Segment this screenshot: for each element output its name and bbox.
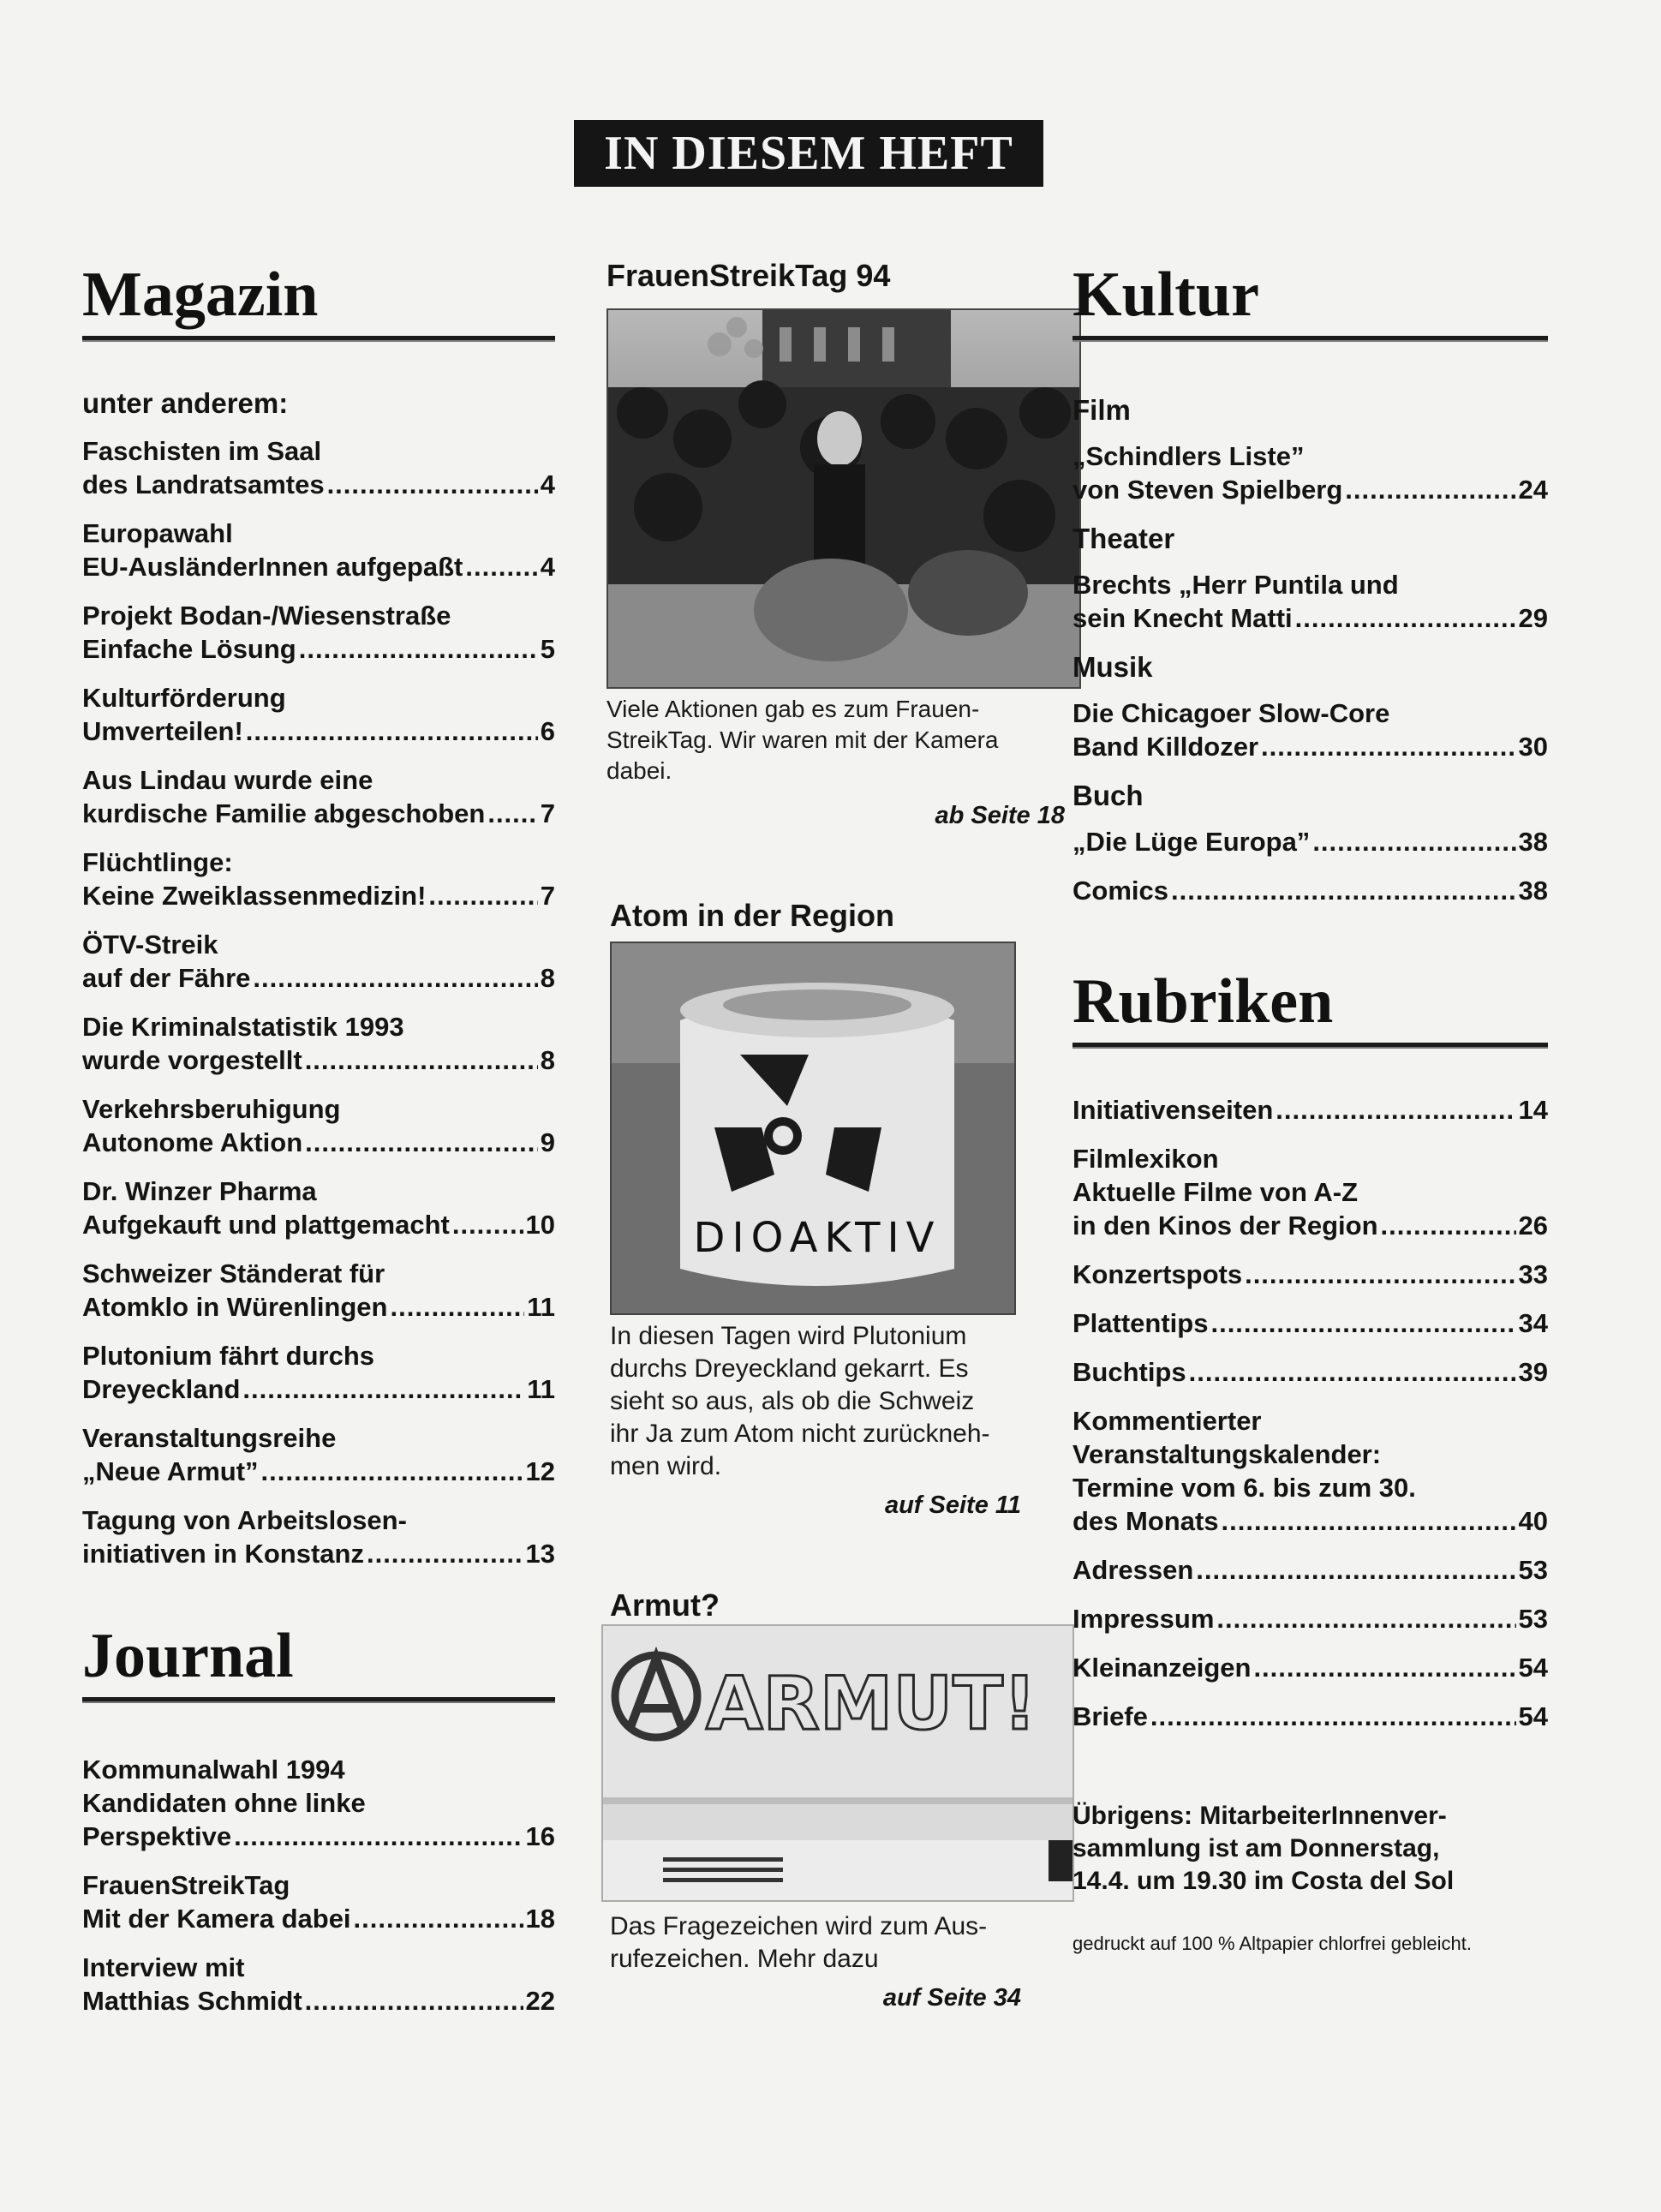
feature-title: Armut? (610, 1587, 720, 1623)
toc-page-number: 14 (1518, 1095, 1548, 1125)
toc-entry (82, 1257, 555, 1324)
toc-entry-text: Briefe (1072, 1701, 1148, 1731)
toc-entry-text: Konzertspots (1072, 1259, 1243, 1289)
dot-leader (327, 468, 538, 501)
toc-page-number: 54 (1518, 1653, 1548, 1683)
dot-leader (305, 1043, 538, 1077)
toc-entry-text: Dreyeckland (82, 1374, 241, 1404)
dot-leader (253, 961, 537, 995)
feature-page-ref: auf Seite 11 (884, 1492, 1021, 1519)
staff-meeting-note: Übrigens: MitarbeiterInnenver- sammlung ist am Donnerstag, 14.4. um 19.30 im Costa del Sol (1072, 1802, 1455, 1895)
toc-entry-text: Autonome Aktion (82, 1127, 303, 1157)
toc-page-number: 29 (1518, 603, 1548, 633)
toc-entry-text: Faschisten im Saal (82, 436, 322, 466)
toc-page-number: 9 (540, 1127, 555, 1157)
dot-leader (1345, 473, 1515, 506)
toc-entry-text: auf der Fähre (82, 963, 251, 993)
toc-entry (82, 1175, 555, 1241)
toc-entry-text: Aufgekauft und plattgemacht (82, 1210, 450, 1240)
toc-entry-text: Verkehrsberuhigung (82, 1094, 341, 1124)
toc-entry (82, 1010, 555, 1077)
dot-leader (452, 1208, 523, 1241)
left-column (82, 257, 555, 2033)
toc-entry-text: EU-AusländerInnen aufgepaßt (82, 552, 463, 582)
toc-entry-text: „Schindlers Liste” (1072, 441, 1305, 471)
toc-entry (82, 1753, 555, 1853)
dot-leader (261, 1455, 523, 1488)
toc-entry-text: Aktuelle Filme von A-Z (1072, 1177, 1359, 1207)
toc-entry-text: Impressum (1072, 1604, 1215, 1634)
toc-entry (1072, 1700, 1548, 1733)
kultur-heading: Kultur (1072, 260, 1259, 330)
toc-entry (82, 846, 555, 912)
dot-leader (1150, 1700, 1516, 1733)
toc-page-number: 8 (540, 1045, 555, 1075)
toc-entry-text: Einfache Lösung (82, 634, 296, 664)
dot-leader (305, 1126, 538, 1159)
dot-leader (246, 714, 538, 748)
toc-page-number: 7 (540, 798, 555, 828)
toc-entry (82, 1421, 555, 1488)
toc-page-number: 30 (1518, 732, 1548, 762)
atom-photo (610, 942, 1016, 1315)
radioactive-barrel-illustration (612, 943, 1014, 1313)
kultur-list (1072, 393, 1548, 907)
kultur-rule (1072, 336, 1548, 342)
toc-entry (1072, 1093, 1548, 1127)
toc-entry-text: Comics (1072, 876, 1168, 906)
toc-entry (82, 763, 555, 830)
dot-leader (1253, 1651, 1515, 1684)
toc-page-number: 12 (525, 1456, 555, 1486)
toc-entry (1072, 874, 1548, 907)
toc-entry-text: Plattentips (1072, 1308, 1209, 1338)
toc-entry-text: Flüchtlinge: (82, 847, 233, 877)
dot-leader (1295, 601, 1516, 635)
toc-entry-text: sein Knecht Matti (1072, 603, 1293, 633)
toc-entry (82, 1951, 555, 2018)
feature-caption: In diesen Tagen wird Plutonium durchs Dreyeckland gekarrt. Es sieht so aus, als ob die Schweiz ihr Ja zum Atom nicht zurückneh- men wird. (610, 1322, 990, 1480)
toc-entry (1072, 1651, 1548, 1684)
feature-frauenstreiktag (606, 257, 1065, 830)
toc-entry-text: Aus Lindau wurde eine (82, 765, 373, 795)
toc-entry-text: Schweizer Ständerat für (82, 1258, 385, 1288)
magazin-heading: Magazin (82, 260, 319, 330)
dot-leader (305, 1984, 523, 2018)
dot-leader (465, 550, 537, 583)
feature-armut (610, 1587, 1045, 2012)
toc-entry (1072, 1306, 1548, 1340)
toc-entry-text: Plutonium fährt durchs (82, 1341, 374, 1371)
toc-page-number: 40 (1518, 1506, 1548, 1536)
feature-title: Atom in der Region (610, 898, 894, 933)
dot-leader (1312, 825, 1515, 858)
toc-entry-text: Kandidaten ohne linke (82, 1788, 366, 1818)
feature-atom (610, 897, 1045, 1520)
toc-entry-text: Interview mit (82, 1952, 245, 1982)
dot-leader (367, 1537, 523, 1570)
toc-entry (1072, 1404, 1548, 1538)
graffiti-text: ARMUT! (706, 1661, 1037, 1747)
toc-page-number: 34 (1518, 1308, 1548, 1338)
kultur-category: Theater (1072, 523, 1175, 554)
barrel-label: DIOAKTIV (693, 1214, 941, 1262)
toc-page-number: 4 (540, 469, 555, 499)
toc-entry-text: Mit der Kamera dabei (82, 1904, 351, 1934)
journal-rule (82, 1697, 555, 1703)
toc-entry (82, 681, 555, 748)
toc-page-number: 7 (540, 881, 555, 911)
toc-page-number: 38 (1518, 876, 1548, 906)
toc-entry-text: Kulturförderung (82, 683, 286, 713)
dot-leader (1222, 1504, 1516, 1538)
toc-entry (82, 928, 555, 995)
toc-entry-text: Initiativenseiten (1072, 1095, 1274, 1125)
toc-entry (1072, 1355, 1548, 1389)
toc-page-number: 11 (527, 1292, 555, 1322)
toc-page-number: 53 (1518, 1604, 1548, 1634)
toc-entry-text: Perspektive (82, 1821, 232, 1851)
toc-page-number: 39 (1518, 1357, 1548, 1387)
toc-entry-text: Matthias Schmidt (82, 1986, 302, 2016)
page-title: IN DIESEM HEFT (574, 120, 1043, 187)
toc-entry-text: in den Kinos der Region (1072, 1211, 1378, 1241)
kultur-category: Musik (1072, 651, 1153, 683)
dot-leader (1210, 1306, 1515, 1340)
rubriken-list (1072, 1093, 1548, 1733)
dot-leader (1261, 730, 1516, 763)
toc-entry-text: Kommunalwahl 1994 (82, 1755, 345, 1785)
magazin-list (82, 434, 555, 1570)
toc-page-number: 53 (1518, 1555, 1548, 1585)
toc-page-number: 24 (1518, 475, 1548, 505)
middle-column (565, 257, 1065, 2012)
toc-entry (1072, 1602, 1548, 1635)
dot-leader (354, 1902, 523, 1935)
toc-entry (82, 1504, 555, 1570)
armut-photo (601, 1624, 1074, 1902)
dot-leader (1189, 1355, 1516, 1389)
toc-page-number: 6 (540, 716, 555, 746)
toc-entry-text: Tagung von Arbeitslosen- (82, 1505, 407, 1535)
dot-leader (487, 797, 537, 830)
toc-entry-text: initiativen in Konstanz (82, 1539, 364, 1569)
dot-leader (1216, 1602, 1515, 1635)
toc-entry-text: Veranstaltungskalender: (1072, 1439, 1382, 1469)
toc-page-number: 10 (525, 1210, 555, 1240)
toc-entry-text: kurdische Familie abgeschoben (82, 798, 486, 828)
toc-page-number: 38 (1518, 827, 1548, 857)
feature-title: FrauenStreikTag 94 (606, 258, 891, 293)
toc-entry (1072, 696, 1548, 763)
toc-entry-text: Die Kriminalstatistik 1993 (82, 1012, 404, 1042)
toc-page-number: 54 (1518, 1701, 1548, 1731)
feature-caption: Das Fragezeichen wird zum Aus- rufezeichen. Mehr dazu (610, 1912, 988, 1973)
toc-page-number: 18 (525, 1904, 555, 1934)
feature-page-ref: ab Seite 18 (935, 802, 1065, 829)
toc-entry (82, 599, 555, 666)
toc-page-number: 5 (540, 634, 555, 664)
toc-entry-text: Projekt Bodan-/Wiesenstraße (82, 601, 451, 631)
toc-entry-text: Umverteilen! (82, 716, 243, 746)
toc-entry (1072, 1142, 1548, 1242)
toc-page-number: 16 (525, 1821, 555, 1851)
toc-entry-text: ÖTV-Streik (82, 930, 218, 960)
toc-entry-text: FrauenStreikTag (82, 1870, 290, 1900)
toc-entry-text: „Die Lüge Europa” (1072, 827, 1311, 857)
toc-page-number: 11 (527, 1374, 555, 1404)
toc-entry-text: Kleinanzeigen (1072, 1653, 1252, 1683)
journal-list (82, 1753, 555, 2018)
toc-page-number: 26 (1518, 1211, 1548, 1241)
toc-entry-text: Keine Zweiklassenmedizin! (82, 881, 427, 911)
toc-entry (1072, 1258, 1548, 1291)
toc-entry-text: wurde vorgestellt (82, 1045, 302, 1075)
toc-entry-text: Kommentierter (1072, 1406, 1262, 1436)
toc-entry-text: Termine vom 6. bis zum 30. (1072, 1473, 1416, 1503)
dot-leader (428, 879, 537, 912)
toc-page-number: 33 (1518, 1259, 1548, 1289)
journal-heading: Journal (82, 1621, 294, 1691)
toc-entry (1072, 825, 1548, 858)
toc-page-number: 4 (540, 552, 555, 582)
toc-entry-text: Die Chicagoer Slow-Core (1072, 698, 1390, 728)
toc-entry-text: von Steven Spielberg (1072, 475, 1343, 505)
dot-leader (242, 1372, 524, 1406)
toc-entry (82, 517, 555, 583)
toc-entry-text: des Monats (1072, 1506, 1219, 1536)
dot-leader (391, 1290, 525, 1324)
dot-leader (1171, 874, 1516, 907)
toc-entry-text: Atomklo in Würenlingen (82, 1292, 388, 1322)
feature-caption: Viele Aktionen gab es zum Frauen- StreikTag. Wir waren mit der Kamera dabei. (606, 696, 999, 784)
toc-entry (82, 1092, 555, 1159)
toc-entry (1072, 568, 1548, 635)
dot-leader (1381, 1209, 1516, 1242)
rubriken-heading: Rubriken (1072, 966, 1334, 1037)
toc-page-number: 13 (525, 1539, 555, 1569)
dot-leader (234, 1820, 523, 1853)
toc-entry (82, 1868, 555, 1935)
dot-leader (299, 632, 538, 666)
print-note: gedruckt auf 100 % Altpapier chlorfrei gebleicht. (1072, 1933, 1472, 1954)
toc-entry-text: Adressen (1072, 1555, 1194, 1585)
kultur-category: Film (1072, 394, 1131, 426)
dot-leader (1276, 1093, 1515, 1127)
dot-leader (1196, 1553, 1515, 1587)
toc-entry-text: Filmlexikon (1072, 1144, 1219, 1174)
toc-entry-text: Brechts „Herr Puntila und (1072, 570, 1399, 600)
right-column (1072, 257, 1548, 1956)
rubriken-rule (1072, 1043, 1548, 1049)
kultur-category: Buch (1072, 780, 1144, 811)
toc-entry-text: Band Killdozer (1072, 732, 1259, 762)
toc-page-number: 22 (525, 1986, 555, 2016)
toc-entry (82, 1339, 555, 1406)
toc-page-number: 8 (540, 963, 555, 993)
toc-entry-text: des Landratsamtes (82, 469, 325, 499)
crowd-photo-illustration (608, 310, 1079, 687)
toc-entry (82, 434, 555, 501)
magazin-rule (82, 336, 555, 342)
toc-entry-text: Europawahl (82, 518, 233, 548)
toc-entry (1072, 439, 1548, 506)
toc-entry-text: Dr. Winzer Pharma (82, 1176, 317, 1206)
toc-entry-text: Veranstaltungsreihe (82, 1423, 337, 1453)
toc-entry-text: „Neue Armut” (82, 1456, 259, 1486)
toc-entry (1072, 1553, 1548, 1587)
dot-leader (1245, 1258, 1515, 1291)
frauenstreiktag-photo (606, 308, 1081, 689)
magazin-intro: unter anderem: (82, 387, 289, 419)
armut-graffiti-illustration (603, 1626, 1072, 1900)
feature-page-ref: auf Seite 34 (882, 1984, 1021, 2012)
toc-entry-text: Buchtips (1072, 1357, 1186, 1387)
